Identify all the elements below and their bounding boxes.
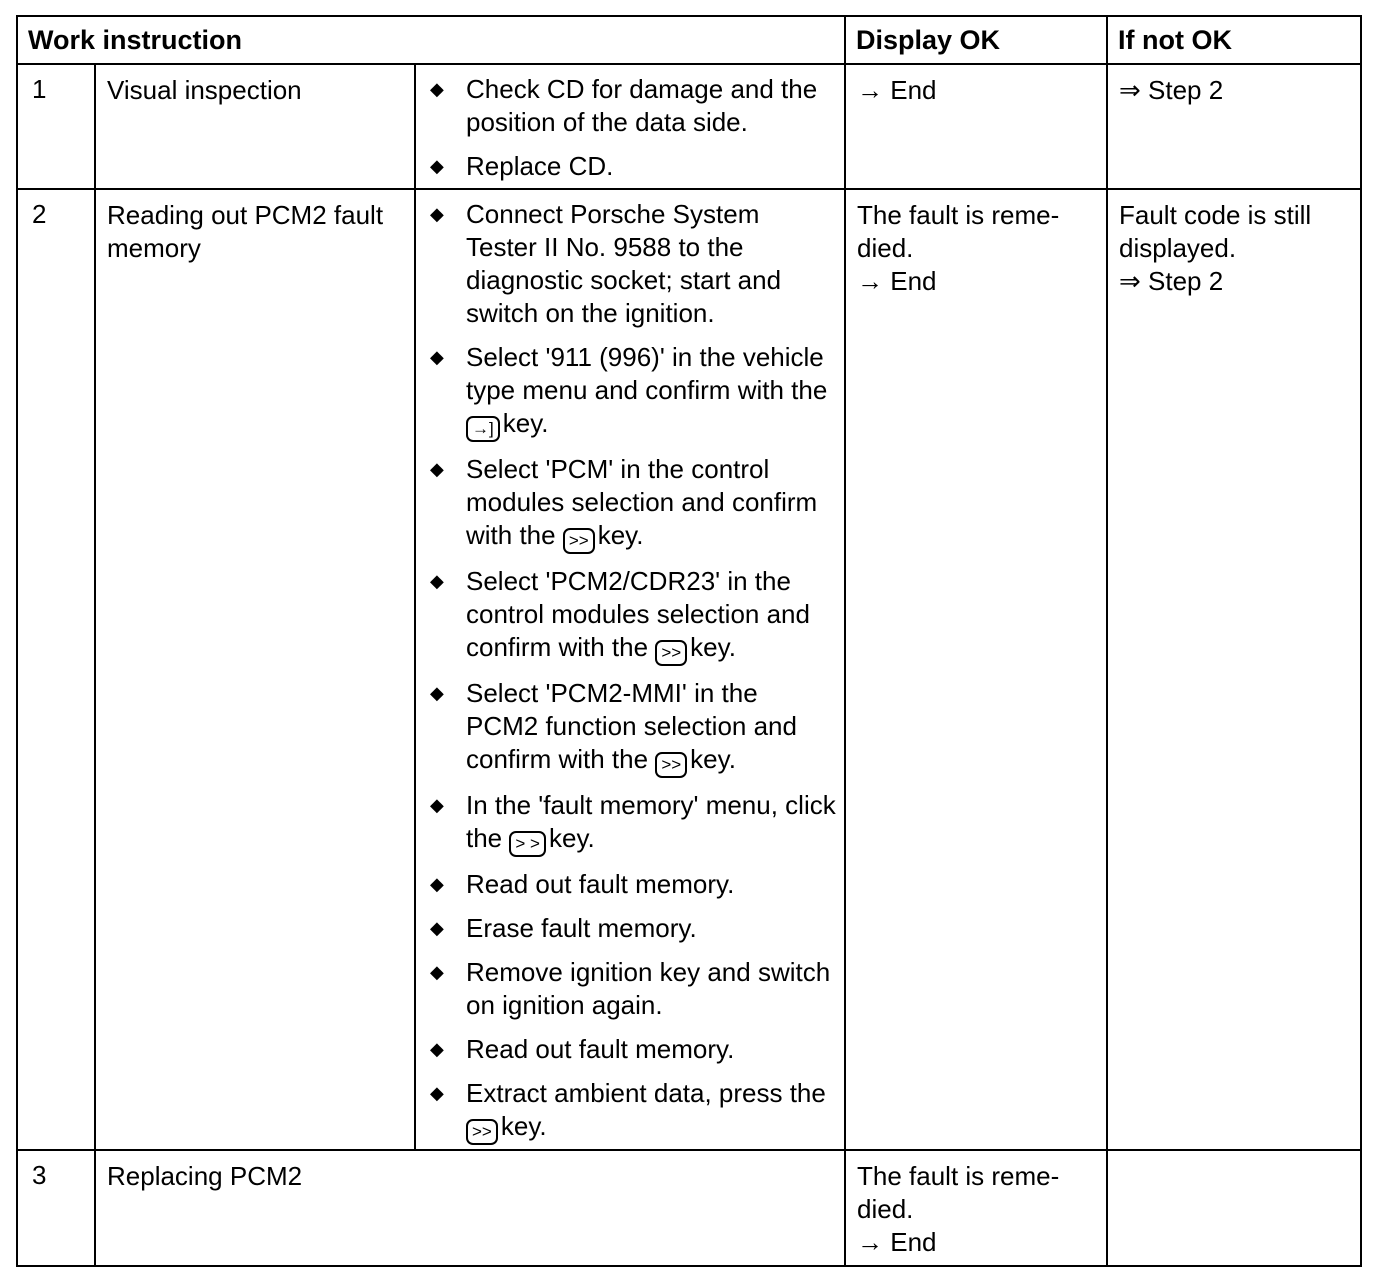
list-item: ◆ Replace CD.: [430, 151, 614, 181]
if-not-ok-cell: Fault code is still displayed. ⇒ Step 2: [1107, 189, 1361, 1150]
next-key-icon: >>: [655, 640, 687, 666]
header-work-instruction: Work instruction: [17, 16, 845, 64]
diamond-bullet-icon: ◆: [430, 918, 444, 938]
list-item: ◆ Read out fault memory.: [430, 1034, 735, 1064]
diamond-bullet-icon: ◆: [430, 874, 444, 894]
diamond-bullet-icon: ◆: [430, 347, 444, 367]
diamond-bullet-icon: ◆: [430, 795, 444, 815]
header-display-ok: Display OK: [845, 16, 1107, 64]
work-instruction-table: [16, 15, 1360, 1267]
table: [16, 15, 1362, 1267]
row-number: 1: [17, 64, 95, 189]
list-item: ◆ Extract ambient data, press the >> key.: [416, 1077, 836, 1145]
table-row: [17, 1150, 1361, 1266]
next-key-icon: >>: [563, 528, 595, 554]
next-key-icon: >>: [655, 752, 687, 778]
diamond-bullet-icon: ◆: [430, 1083, 444, 1103]
diamond-bullet-icon: ◆: [430, 204, 444, 224]
diamond-bullet-icon: ◆: [430, 571, 444, 591]
diamond-bullet-icon: ◆: [430, 79, 444, 99]
diamond-bullet-icon: ◆: [430, 156, 444, 176]
diamond-bullet-icon: ◆: [430, 1039, 444, 1059]
display-ok-cell: The fault is reme- died. → End: [845, 189, 1107, 1150]
list-item: ◆ Select 'PCM2-MMI' in the PCM2 function selection and confirm with the >> key.: [416, 677, 836, 778]
row-number: 3: [17, 1150, 95, 1266]
list-item: ◆ Connect Porsche System Tester II No. 9588 to the diagnostic socket; start and switch on the ignition.: [430, 199, 782, 328]
if-not-ok-cell: [1107, 1150, 1361, 1266]
list-item: ◆ Check CD for damage and the position of the data side.: [430, 74, 818, 137]
list-item: ◆ Remove ignition key and switch on ignition again.: [430, 957, 831, 1020]
diamond-bullet-icon: ◆: [430, 683, 444, 703]
list-item: ◆ In the 'fault memory' menu, click the > > key.: [416, 789, 836, 857]
table-row: [17, 64, 1361, 189]
if-not-ok-cell: ⇒ Step 2: [1107, 64, 1361, 189]
list-item: ◆ Select 'PCM' in the control modules selection and confirm with the >> key.: [416, 453, 836, 554]
row-number: 2: [17, 189, 95, 1150]
list-item: ◆ Read out fault memory.: [430, 869, 735, 899]
list-item: ◆ Select 'PCM2/CDR23' in the control modules selection and confirm with the >> key.: [416, 565, 836, 666]
row-title: Visual inspection: [95, 64, 415, 189]
enter-key-icon: →]: [466, 416, 500, 442]
diamond-bullet-icon: ◆: [430, 459, 444, 479]
step-list: [416, 65, 844, 187]
row-steps: [415, 64, 845, 189]
next-key-icon: >>: [466, 1119, 498, 1145]
list-item: ◆ Select '911 (996)' in the vehicle type menu and confirm with the →] key.: [416, 341, 836, 442]
table-row: [17, 189, 1361, 1150]
row-title: Replacing PCM2: [95, 1150, 845, 1266]
row-steps: [415, 189, 845, 1150]
display-ok-cell: → End: [845, 64, 1107, 189]
header-row: [17, 16, 1361, 64]
next-key-icon: > >: [509, 831, 546, 857]
step-list: [416, 190, 844, 1149]
diamond-bullet-icon: ◆: [430, 962, 444, 982]
list-item: ◆ Erase fault memory.: [430, 913, 697, 943]
header-if-not-ok: If not OK: [1107, 16, 1361, 64]
display-ok-cell: The fault is reme- died. → End: [845, 1150, 1107, 1266]
row-title: Reading out PCM2 fault memory: [95, 189, 415, 1150]
